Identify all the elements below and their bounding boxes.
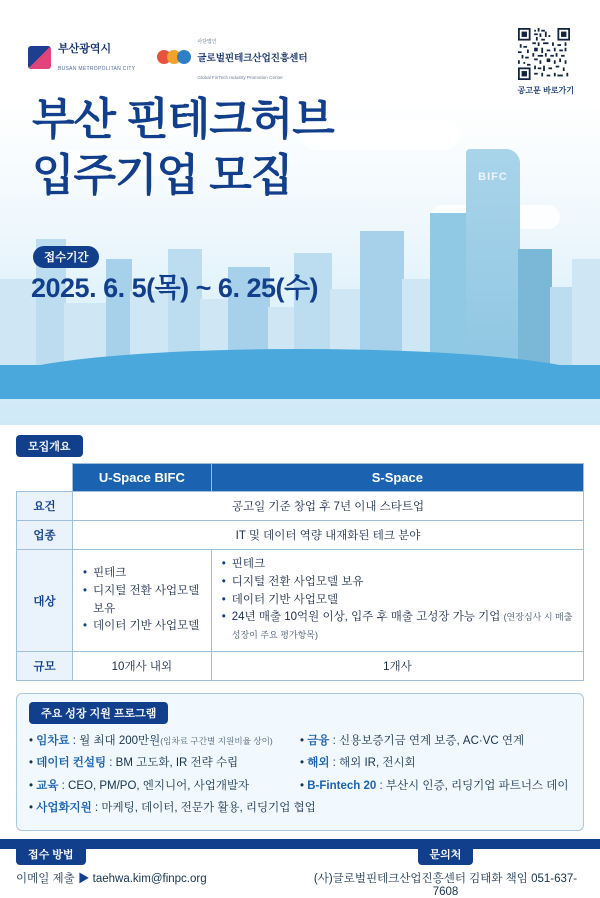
table-header-row (17, 464, 584, 492)
programs-section (16, 693, 584, 831)
busan-logo-icon (28, 46, 51, 69)
table-row (17, 492, 584, 521)
row-label-requirement: 요건 (17, 492, 73, 521)
contact-block (307, 843, 584, 898)
program-text: : 신용보증기금 연계 보증, AC·VC 연계 (329, 735, 525, 748)
row-value-target-u (73, 550, 212, 652)
busan-logo-kr: 부산광역시 (58, 43, 112, 55)
page-title-line2: 입주기업 모집 (32, 151, 293, 201)
list-item (232, 609, 575, 645)
contact-text: (사)글로벌핀테크산업진흥센터 김태화 책임 051-637-7608 (313, 872, 578, 898)
program-text: : BM 고도화, IR 전략 수립 (106, 757, 239, 770)
list-item-note: (연장심사 시 매출성장이 주요 평가항목) (231, 612, 573, 641)
program-text: : 월 최대 200만원 (69, 735, 161, 748)
program-item: • 금융 : 신용보증기금 연계 보증, AC·VC 연계 (300, 735, 525, 748)
page-title-line1: 부산 핀테크허브 (32, 95, 334, 144)
fintech-logo-icon (157, 50, 191, 64)
hero-banner (0, 0, 600, 425)
overview-tag: 모집개요 (16, 435, 83, 457)
apply-tag: 접수 방법 (16, 843, 86, 865)
overview-section (0, 425, 600, 681)
apply-block (16, 843, 293, 898)
program-item-full: • 사업화지원 : 마케팅, 데이터, 전문가 활용, 리딩기업 협업 (29, 802, 316, 815)
qr-section[interactable] (518, 28, 574, 96)
program-key: 임차료 (36, 735, 70, 748)
logo-group (28, 30, 308, 84)
contact-tag: 문의처 (418, 843, 474, 865)
table-row (17, 652, 584, 681)
qr-caption[interactable]: 공고문 바로가기 (517, 86, 574, 95)
apply-line (16, 870, 293, 886)
program-key: 교육 (36, 779, 59, 792)
table-corner-cell (17, 464, 73, 492)
application-period: 2025. 6. 5(목) ~ 6. 25(수) (31, 273, 319, 303)
fintech-logo-sub: 사단법인 (197, 39, 217, 45)
row-value-scale-s: 1개사 (211, 652, 583, 681)
list-item: • 디지털 전환 사업모델 보유 (93, 583, 203, 619)
program-key: 데이터 컨설팅 (36, 757, 107, 770)
fintech-logo-kr: 글로벌핀테크산업진흥센터 (197, 53, 308, 64)
arrow-icon: ▶ (77, 872, 90, 885)
apply-text: 이메일 제출 (16, 872, 75, 885)
column-s-space: S-Space (211, 464, 583, 492)
program-item: • 교육 : CEO, PM/PO, 엔지니어, 사업개발자 (29, 779, 250, 792)
row-value-target-s (211, 550, 583, 652)
fintech-center-logo (157, 30, 307, 84)
program-key: 해외 (307, 757, 330, 770)
program-item: • 데이터 컨설팅 : BM 고도화, IR 전략 수립 (29, 757, 239, 770)
programs-left-column (29, 730, 300, 797)
program-item: • B-Fintech 20 : 부산시 인증, 리딩기업 파트너스 데이 (300, 779, 569, 792)
program-key: 금융 (307, 735, 330, 748)
busan-logo-en: BUSAN METROPOLITAN CITY (58, 66, 136, 72)
list-item: • 핀테크 (93, 565, 203, 583)
program-text: : CEO, PM/PO, 엔지니어, 사업개발자 (58, 779, 250, 792)
program-key: B-Fintech 20 (307, 779, 377, 792)
fintech-logo-en: Global FinTech Industry Promotion Center (197, 75, 283, 80)
overview-table (16, 463, 584, 681)
apply-email[interactable]: taehwa.kim@finpc.org (92, 872, 207, 885)
program-text: : 부산시 인증, 리딩기업 파트너스 데이 (376, 779, 569, 792)
ground-band (0, 365, 600, 399)
row-label-target: 대상 (17, 550, 73, 652)
table-row (17, 521, 584, 550)
bifc-label: BIFC (478, 171, 508, 183)
busan-city-logo (28, 39, 135, 75)
program-text: : 마케팅, 데이터, 전문가 활용, 리딩기업 협업 (91, 802, 316, 815)
program-note: (임차료 구간별 지원비율 상이) (160, 736, 273, 747)
program-item: • 해외 : 해외 IR, 전시회 (300, 757, 416, 770)
footer-section (16, 843, 584, 898)
qr-code-icon[interactable] (518, 28, 570, 80)
row-value-industry: IT 및 데이터 역량 내재화된 테크 분야 (73, 521, 584, 550)
table-row (17, 550, 584, 652)
row-value-requirement: 공고일 기준 창업 후 7년 이내 스타트업 (73, 492, 584, 521)
programs-tag: 주요 성장 지원 프로그램 (29, 702, 168, 724)
row-value-scale-u: 10개사 내외 (73, 652, 212, 681)
period-badge: 접수기간 (33, 246, 99, 268)
programs-right-column (300, 730, 571, 797)
bottom-bar (0, 839, 600, 849)
program-item: • 임차료 : 월 최대 200만원(임차료 구간별 지원비율 상이) (29, 735, 273, 748)
row-label-scale: 규모 (17, 652, 73, 681)
program-key: 사업화지원 (36, 802, 92, 815)
list-item: • 데이터 기반 사업모델 (93, 618, 203, 636)
list-item: • 핀테크 (232, 556, 575, 574)
list-item: • 데이터 기반 사업모델 (232, 592, 575, 610)
column-u-space: U-Space BIFC (73, 464, 212, 492)
list-item: • 디지털 전환 사업모델 보유 (232, 574, 575, 592)
list-item-text: 24년 매출 10억원 이상, 입주 후 매출 고성장 가능 기업 (231, 611, 501, 624)
program-text: : 해외 IR, 전시회 (329, 757, 416, 770)
page-title (32, 92, 334, 205)
row-label-industry: 업종 (17, 521, 73, 550)
